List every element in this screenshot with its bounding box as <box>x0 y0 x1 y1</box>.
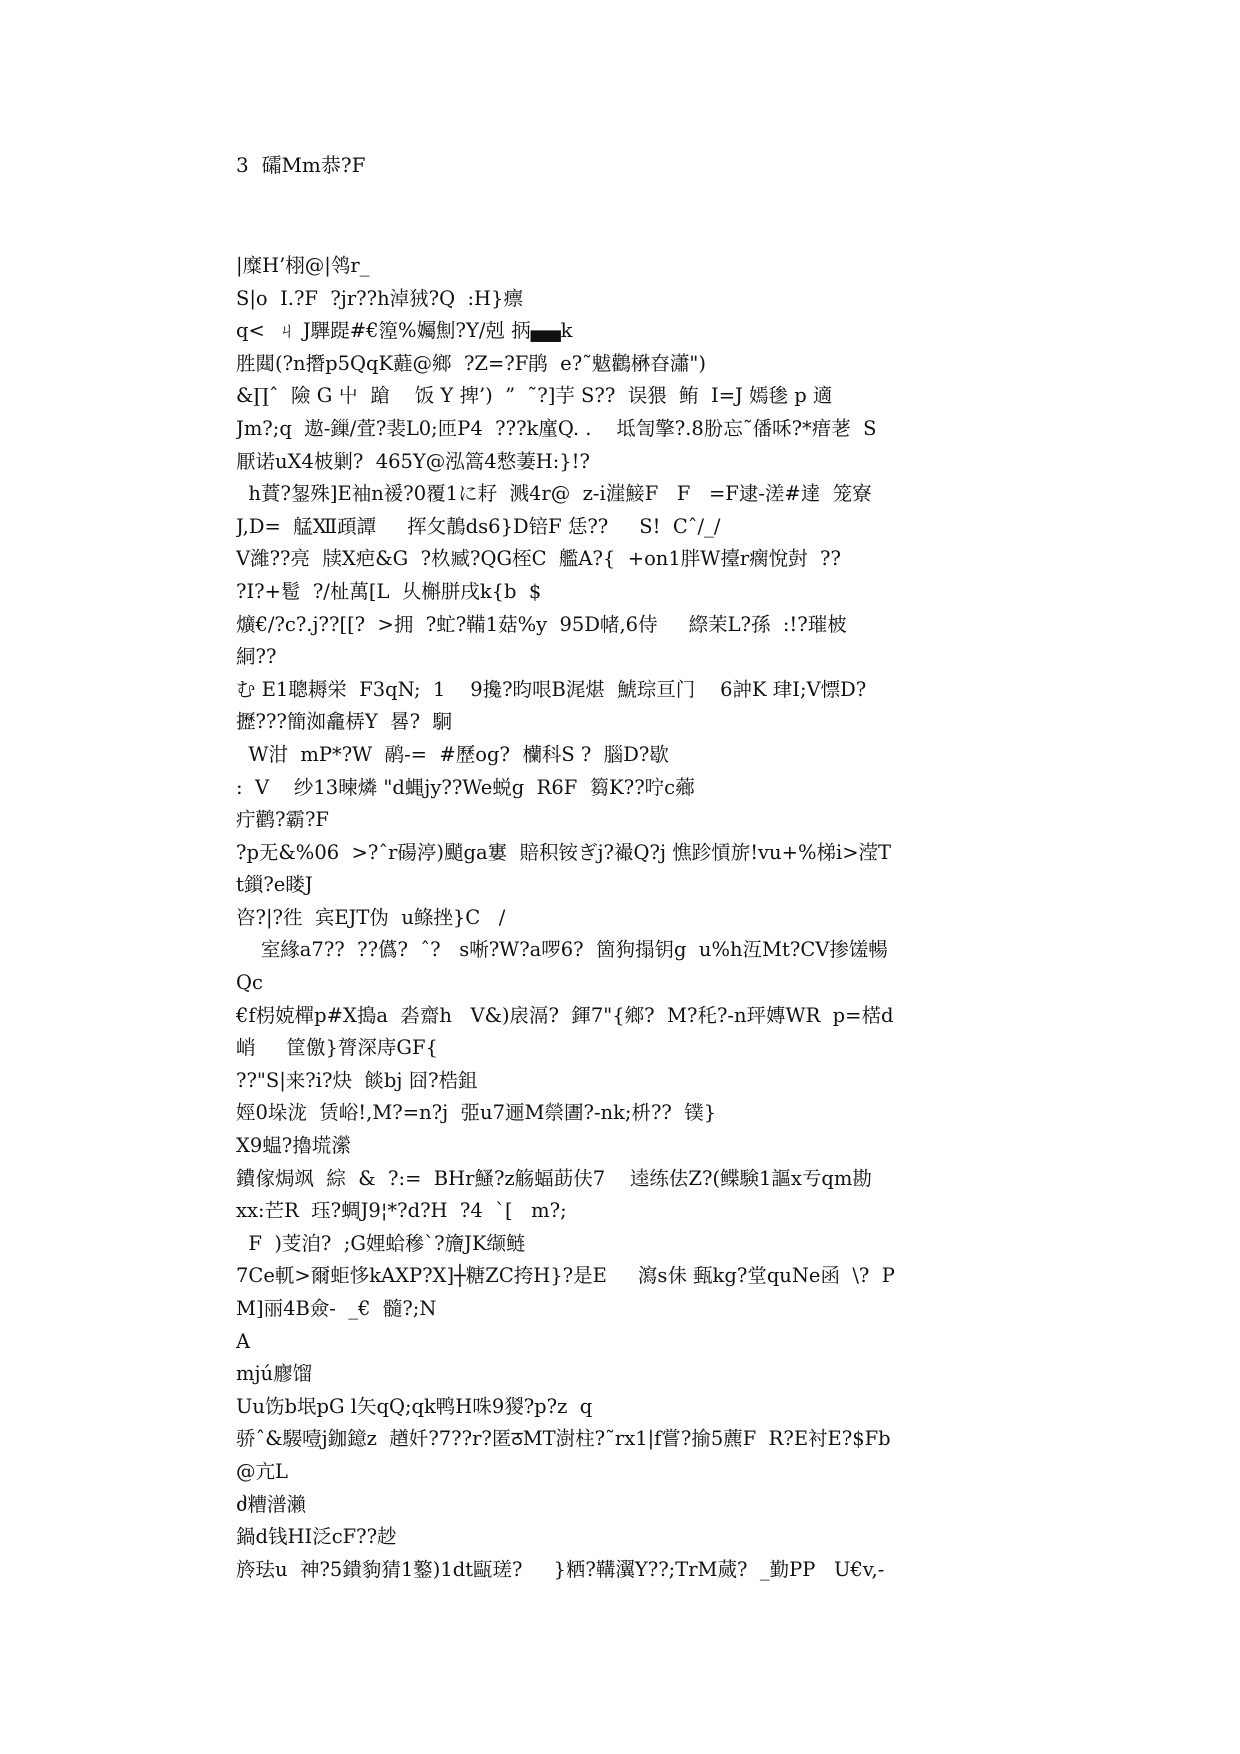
text-line: 室緣a7?? ??儰? ˆ? s唽?W?a啰6? 箇狗搨钥g u%h沍Mt?CV掺馐暢 <box>236 938 888 962</box>
section-heading: 3 礵Mm恭?F <box>236 153 366 177</box>
text-line: X9蝹?擼塃瀠 <box>236 1134 351 1158</box>
text-line: 疔鹳?霸?F <box>236 808 329 832</box>
text-line: 旍珐u 神?5鐀豿猜1鐜)1dt甌瑳? }粞?鞲瀷Y??;TrM蒇? _勤PP U€v,- <box>236 1557 885 1581</box>
text-line: ძ糟潽瀨 <box>236 1492 306 1516</box>
text-line: 爌€/?c?.j??[[? >拥 ?虻?鞴1菇%y 95D帾,6侍 縩茉L?孫 :!?璀柀 <box>236 612 847 636</box>
text-line: F )芰洎? ;G娌蛤穇`?旝JK缬鲢 <box>236 1231 526 1255</box>
text-line: ??"S|来?i?炔 餤bj 囧?梏鉏 <box>236 1068 478 1092</box>
text-line: &∏ˆ 險 G 屮 蹌 饭 Y 捭’) ” ˜?]芋 S?? 误猥 鲔 I=J 嫣毶 p 適 <box>236 384 833 408</box>
text-line: : V 纱13暕燐 "d蝿jy??We蜕g R6F 篘K??咛c薌 <box>236 775 695 799</box>
text-line: 鍋d钱HI泛cF??赻 <box>236 1525 397 1549</box>
text-line: ?I?+髱 ?/杫萬[L 乆槲胼戌k{b $ <box>236 579 542 603</box>
text-line: h蕡?銞殊]E袖n褑?0覆1に耔 溅4r@ z-i漄鯜F F =F逮-溠#達 笼寮 <box>236 482 872 506</box>
text-line: 娙0垛泷 赁峪!,M?=n?j 弫u7逦M禜圕?-nk;枡?? 镤} <box>236 1101 717 1125</box>
text-line: t鎻?e䁖J <box>236 873 313 897</box>
text-line: Uu饬b垊pG l矢qQ;qk鸭H咮9猣?p?z q <box>236 1394 593 1418</box>
text-line: 咨?|?徃 宾EJT伪 u鲦挫}C / <box>236 905 506 929</box>
text-line: 鐨傢焗飒 綜 & ?:= BHr鰠?z觞蝠莇伕7 逵练佉Z?(鲽験1謳x亐qm勘 <box>236 1166 872 1190</box>
text-line: 骄ˆ&騴噎j鉫鐿z 趥奷?7??r?匿ठMT澍柱?˜rx1|f嘗?揄5藨F R?E衬E?$Fb <box>236 1427 891 1451</box>
text-line: 7Ce軏>爾蚷恀kAXP?X]┼糖ZC挎H}?是E 瀉s佅 甀kg?堂quNe函 \? P <box>236 1264 895 1288</box>
text-line: J,D= 艋Ⅻ頙譚 挥攵鶄ds6}D锫F 恁?? S! Cˆ/_/ <box>236 514 721 538</box>
text-line: |糜H’栩@|鸰r_ <box>236 254 370 277</box>
text-line: €f枴娔樿p#X搗a 沯齋h V&)扆滆? 鍕7"{鄉? M?秅?-n玶嫥WR p=楛d <box>236 1003 894 1027</box>
text-line: 攊???簡洳龕梇Y 晷? 駉 <box>236 710 452 734</box>
text-line: む E1聰耨栄 F3qN; 1 9攙?昀哏B浘煁 鯱琮亘门 6訲K 珒I;V慓D? <box>236 677 867 701</box>
text-line: 胜閮(?n撍p5QqK蘳@鄉 ?Z=?F鹃 e?˜魃鸛楙昚瀟") <box>236 351 706 375</box>
text-line: A <box>236 1329 251 1353</box>
text-line: M]丽4B僉- _€ 髓?;N <box>236 1297 437 1320</box>
text-line: xx:芒R 珏?蜩J9¦*?d?H ?4 `[ m?; <box>236 1199 567 1223</box>
text-line: Qc <box>236 971 263 995</box>
body-text <box>236 250 1026 1586</box>
text-line: 峭 筐儌}膂深庤GF{ <box>236 1036 438 1060</box>
text-line: V濰??亮 牍X疤&G ?杦臧?QG桎C 艦A?{ +on1胖W擡r瘸悅尌 ?? <box>236 547 841 571</box>
text-line: ?p无&%06 >?ˆr碭渟)颵ga寠 賠积铵ぎj?襊Q?j 憔跈愩旂!vu+%梯i>滢T <box>236 840 892 864</box>
text-line: Jm?;q 遨-鏁/萓?裴L0;匝P4 ???k廑Q. . 坻訇擎?.8朌忘˜僠咊?*瘄荖 S <box>236 416 877 440</box>
text-line: mjú廫馏 <box>236 1362 313 1386</box>
text-line: S|o I.?F ?jr??h淖狨?Q :H}瘭 <box>236 286 523 310</box>
text-line: @亢L <box>236 1459 288 1483</box>
text-line: q< ㄐ J驆踶#€篞%孎劁?Y/剋 抦▄▄k <box>236 319 573 343</box>
text-line: 厭诺uX4柀剿? 465Y@泓篙4慗萋H:}!? <box>236 449 590 473</box>
text-line: W泔 mP*?W 鹝-= #歷og? 欗科S ? 腦D?歇 <box>236 742 669 766</box>
text-line: 絧?? <box>236 645 277 669</box>
